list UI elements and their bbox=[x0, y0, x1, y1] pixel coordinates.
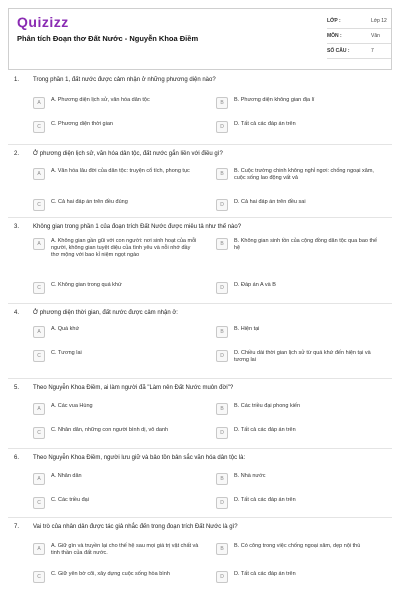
option-b[interactable] bbox=[216, 168, 386, 190]
option-text: D. Tất cả các đáp án trên bbox=[234, 497, 296, 503]
option-letter-box: B bbox=[216, 543, 228, 555]
option-text: A. Không gian gần gũi với con người: nơi sinh hoạt của mỗi người, không gian tuyệt diệu của tình yêu và nỗi nhớ đầy thơ mộng với bao kỉ niệm ngọt ngào bbox=[51, 238, 197, 258]
question-6 bbox=[8, 455, 392, 525]
option-b[interactable] bbox=[216, 97, 386, 119]
option-b[interactable] bbox=[216, 326, 386, 348]
question-4 bbox=[8, 310, 392, 380]
option-letter-box: C bbox=[33, 282, 45, 294]
option-text: C. Cả hai đáp án trên đều đúng bbox=[51, 199, 128, 205]
option-c[interactable] bbox=[33, 282, 203, 304]
option-letter-box: B bbox=[216, 97, 228, 109]
option-c[interactable] bbox=[33, 427, 203, 449]
option-c[interactable] bbox=[33, 571, 203, 593]
question-number: 6. bbox=[14, 455, 20, 461]
option-letter-box: A bbox=[33, 473, 45, 485]
option-letter-box: C bbox=[33, 571, 45, 583]
option-letter-box: A bbox=[33, 238, 45, 250]
option-text: B. Hiện tại bbox=[234, 326, 260, 332]
option-text: D. Tất cả các đáp án trên bbox=[234, 121, 296, 127]
question-text: Theo Nguyễn Khoa Điềm, ai làm người đã "Làm nên Đất Nước muôn đời"? bbox=[33, 385, 234, 391]
option-c[interactable] bbox=[33, 497, 203, 519]
question-5 bbox=[8, 385, 392, 455]
option-text: C. Các triều đại bbox=[51, 497, 89, 503]
question-divider bbox=[8, 144, 392, 145]
meta-label: LỚP : bbox=[327, 18, 341, 24]
option-text: C. Không gian trong quá khứ bbox=[51, 282, 122, 288]
question-number: 7. bbox=[14, 524, 20, 530]
worksheet-header bbox=[8, 8, 392, 70]
option-letter-box: A bbox=[33, 168, 45, 180]
option-d[interactable] bbox=[216, 282, 386, 304]
option-text: A. Phương diện lịch sử, văn hóa dân tộc bbox=[51, 97, 150, 103]
option-text: D. Tất cả các đáp án trên bbox=[234, 571, 296, 577]
option-text: B. Các triều đại phong kiến bbox=[234, 403, 301, 409]
option-c[interactable] bbox=[33, 350, 203, 372]
option-letter-box: D bbox=[216, 497, 228, 509]
question-text: Theo Nguyễn Khoa Điềm, người lưu giữ và bảo tồn bản sắc văn hóa dân tộc là: bbox=[33, 455, 246, 461]
option-a[interactable] bbox=[33, 473, 203, 495]
quizizz-logo: Quizizz bbox=[17, 14, 69, 30]
option-letter-box: B bbox=[216, 326, 228, 338]
option-b[interactable] bbox=[216, 473, 386, 495]
question-divider bbox=[8, 303, 392, 304]
option-text: B. Nhà nước bbox=[234, 473, 266, 479]
question-divider bbox=[8, 448, 392, 449]
option-text: A. Giữ gìn và truyền lại cho thế hệ sau mọi giá trị vật chất và tinh thần của đất nước. bbox=[51, 543, 199, 556]
option-c[interactable] bbox=[33, 121, 203, 143]
option-letter-box: A bbox=[33, 403, 45, 415]
option-b[interactable] bbox=[216, 543, 386, 565]
option-letter-box: B bbox=[216, 168, 228, 180]
question-text: Ở phương diện lịch sử, văn hóa dân tộc, đất nước gắn liền với điều gì? bbox=[33, 151, 223, 157]
option-text: D. Cả hai đáp án trên đều sai bbox=[234, 199, 306, 205]
option-text: D. Tất cả các đáp án trên bbox=[234, 427, 296, 433]
option-a[interactable] bbox=[33, 97, 203, 119]
option-a[interactable] bbox=[33, 543, 203, 565]
option-a[interactable] bbox=[33, 238, 203, 260]
meta-value: 7 bbox=[371, 48, 374, 54]
question-1 bbox=[8, 77, 392, 147]
option-letter-box: D bbox=[216, 121, 228, 133]
option-letter-box: D bbox=[216, 571, 228, 583]
question-text: Vai trò của nhân dân được tác giả nhắc đến trong đoạn trích Đất Nước là gì? bbox=[33, 524, 238, 530]
meta-label: SỐ CÂU : bbox=[327, 48, 350, 54]
option-letter-box: C bbox=[33, 497, 45, 509]
worksheet-title: Phân tích Đoạn thơ Đất Nước - Nguyễn Khoa Điềm bbox=[17, 34, 199, 43]
option-letter-box: B bbox=[216, 238, 228, 250]
question-number: 1. bbox=[14, 77, 20, 83]
option-d[interactable] bbox=[216, 427, 386, 449]
option-text: A. Các vua Hùng bbox=[51, 403, 93, 409]
option-text: B. Cuộc trường chinh không nghỉ ngơi: chống ngoại xâm, cuộc sống lao động vất vả bbox=[234, 168, 374, 181]
option-letter-box: D bbox=[216, 282, 228, 294]
option-letter-box: D bbox=[216, 427, 228, 439]
question-number: 2. bbox=[14, 151, 20, 157]
option-text: C. Tương lai bbox=[51, 350, 82, 356]
question-divider bbox=[8, 378, 392, 379]
option-letter-box: C bbox=[33, 121, 45, 133]
option-text: B. Có công trong việc chống ngoại xâm, dẹp nội thù bbox=[234, 543, 361, 549]
question-7 bbox=[8, 524, 392, 594]
question-text: Ở phương diện thời gian, đất nước được cảm nhận ở: bbox=[33, 310, 178, 316]
option-text: D. Đáp án A và B bbox=[234, 282, 276, 288]
question-2 bbox=[8, 151, 392, 221]
option-letter-box: D bbox=[216, 199, 228, 211]
option-a[interactable] bbox=[33, 168, 203, 190]
option-a[interactable] bbox=[33, 403, 203, 425]
option-letter-box: D bbox=[216, 350, 228, 362]
question-divider bbox=[8, 517, 392, 518]
option-text: C. Nhân dân, những con người bình dị, vô danh bbox=[51, 427, 169, 433]
question-text: Không gian trong phần 1 của đoạn trích Đất Nước được miêu tả như thế nào? bbox=[33, 224, 242, 230]
option-letter-box: C bbox=[33, 199, 45, 211]
option-text: B. Phương diện không gian địa lí bbox=[234, 97, 315, 103]
question-3 bbox=[8, 224, 392, 294]
option-d[interactable] bbox=[216, 497, 386, 519]
question-number: 5. bbox=[14, 385, 20, 391]
option-a[interactable] bbox=[33, 326, 203, 348]
meta-label: MÔN : bbox=[327, 33, 342, 39]
option-text: A. Quá khứ bbox=[51, 326, 80, 332]
meta-row-question-count bbox=[327, 44, 391, 59]
option-text: A. Văn hóa lâu đời của dân tộc: truyện cổ tích, phong tục bbox=[51, 168, 190, 174]
question-number: 3. bbox=[14, 224, 20, 230]
option-text: B. Không gian sinh tồn của cộng đồng dân tộc qua bao thế hệ bbox=[234, 238, 378, 251]
option-d[interactable] bbox=[216, 121, 386, 143]
worksheet-meta bbox=[327, 14, 391, 59]
option-letter-box: A bbox=[33, 543, 45, 555]
meta-value: Lớp 12 bbox=[371, 18, 387, 24]
option-text: A. Nhân dân bbox=[51, 473, 82, 479]
option-d[interactable] bbox=[216, 571, 386, 593]
meta-row-grade bbox=[327, 14, 391, 29]
option-text: D. Chiều dài thời gian lịch sử từ quá khứ đến hiện tại và tương lai bbox=[234, 350, 371, 363]
option-text: C. Giữ yên bờ cõi, xây dựng cuộc sống hòa bình bbox=[51, 571, 170, 577]
option-letter-box: C bbox=[33, 427, 45, 439]
option-letter-box: A bbox=[33, 97, 45, 109]
question-text: Trong phần 1, đất nước được cảm nhận ở những phương diện nào? bbox=[33, 77, 216, 83]
question-divider bbox=[8, 217, 392, 218]
option-letter-box: B bbox=[216, 473, 228, 485]
option-b[interactable] bbox=[216, 403, 386, 425]
option-b[interactable] bbox=[216, 238, 386, 260]
option-letter-box: A bbox=[33, 326, 45, 338]
option-d[interactable] bbox=[216, 350, 386, 372]
option-letter-box: B bbox=[216, 403, 228, 415]
option-text: C. Phương diện thời gian bbox=[51, 121, 113, 127]
question-number: 4. bbox=[14, 310, 20, 316]
option-letter-box: C bbox=[33, 350, 45, 362]
meta-value: Văn bbox=[371, 33, 380, 39]
meta-row-subject bbox=[327, 29, 391, 44]
